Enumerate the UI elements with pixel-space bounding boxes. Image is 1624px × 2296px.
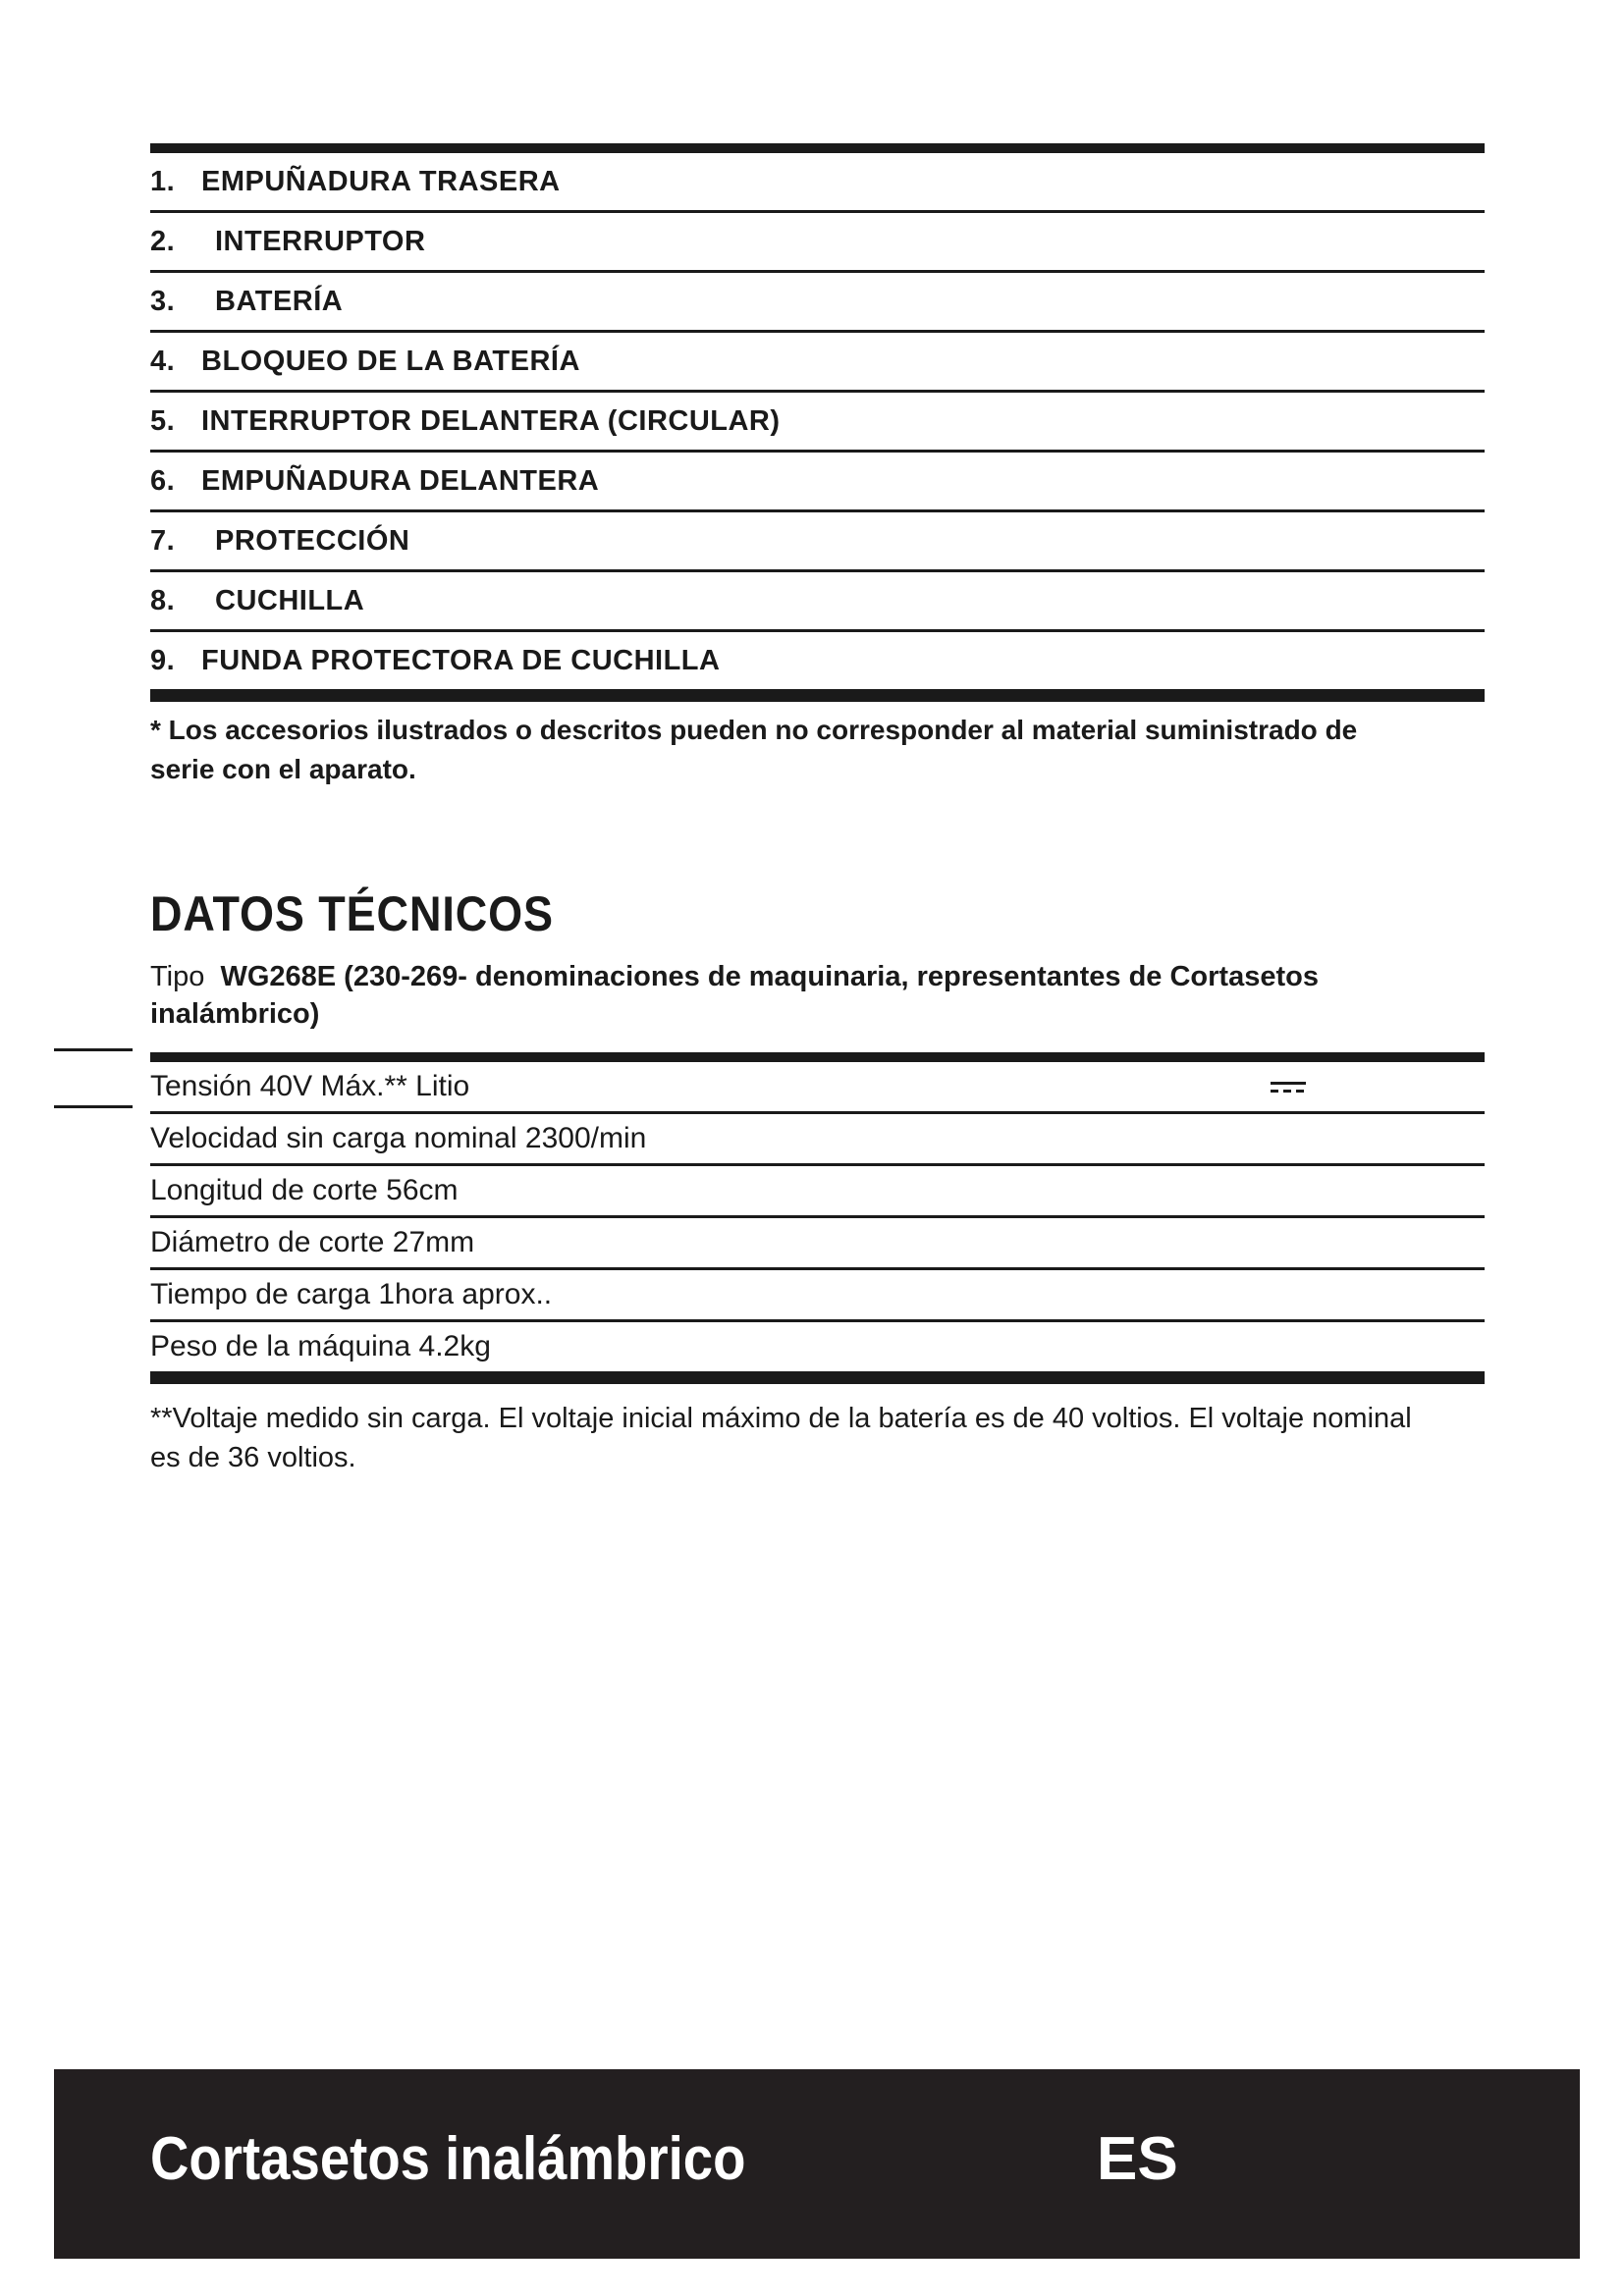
spec-row <box>150 1218 1485 1270</box>
direct-current-icon <box>1271 1082 1306 1093</box>
part-label: PROTECCIÓN <box>215 524 410 557</box>
part-label: BATERÍA <box>215 285 344 317</box>
type-label: Tipo <box>150 961 205 992</box>
top-rule <box>150 143 1485 153</box>
section-title: DATOS TÉCNICOS <box>150 886 554 941</box>
voltage-footnote: **Voltaje medido sin carga. El voltaje inicial máximo de la batería es de 40 voltios. El voltaje nominal es de 36 voltios. <box>150 1403 1412 1473</box>
part-item <box>150 393 1485 453</box>
parts-list <box>150 143 1485 702</box>
part-item <box>150 572 1485 632</box>
spec-row <box>150 1114 1485 1166</box>
part-label: EMPUÑADURA DELANTERA <box>201 464 600 497</box>
spec-text: Tensión 40V Máx.** Litio <box>150 1070 470 1102</box>
spec-row <box>150 1270 1485 1322</box>
part-item <box>150 333 1485 393</box>
part-number: 7. <box>150 524 176 557</box>
footer-band <box>54 2069 1580 2259</box>
part-number: 8. <box>150 584 176 616</box>
spec-text: Velocidad sin carga nominal 2300/min <box>150 1122 647 1154</box>
part-label: CUCHILLA <box>215 584 365 616</box>
part-number: 9. <box>150 644 176 676</box>
spec-text: Longitud de corte 56cm <box>150 1174 459 1206</box>
spec-row <box>150 1166 1485 1218</box>
bottom-rule <box>150 1374 1485 1384</box>
margin-mark <box>54 1105 133 1108</box>
part-item <box>150 632 1485 692</box>
part-number: 5. <box>150 404 176 437</box>
part-label: INTERRUPTOR DELANTERA (CIRCULAR) <box>201 404 781 437</box>
type-line <box>150 958 1427 1033</box>
part-number: 1. <box>150 165 176 197</box>
part-item <box>150 273 1485 333</box>
part-label: EMPUÑADURA TRASERA <box>201 165 561 197</box>
part-label: BLOQUEO DE LA BATERÍA <box>201 345 580 377</box>
part-item <box>150 453 1485 512</box>
part-number: 6. <box>150 464 176 497</box>
spec-text: Diámetro de corte 27mm <box>150 1226 475 1258</box>
type-value: WG268E (230-269- denominaciones de maquinaria, representantes de Cortasetos inalámbrico) <box>150 961 1319 1030</box>
part-label: INTERRUPTOR <box>215 225 426 257</box>
part-item <box>150 153 1485 213</box>
part-item <box>150 512 1485 572</box>
bottom-rule <box>150 692 1485 702</box>
part-number: 2. <box>150 225 176 257</box>
footer-title: Cortasetos inalámbrico <box>150 2125 746 2193</box>
accessory-note: * Los accesorios ilustrados o descritos pueden no corresponder al material suministrado de serie con el aparato. <box>150 715 1358 784</box>
part-item <box>150 213 1485 273</box>
spec-row <box>150 1062 1485 1114</box>
spec-text: Tiempo de carga 1hora aprox.. <box>150 1278 553 1310</box>
part-number: 3. <box>150 285 176 317</box>
spec-row <box>150 1322 1485 1374</box>
specs-table <box>150 1052 1485 1384</box>
spec-text: Peso de la máquina 4.2kg <box>150 1330 491 1362</box>
top-rule <box>150 1052 1485 1062</box>
language-code: ES <box>1097 2125 1178 2193</box>
margin-mark <box>54 1048 133 1051</box>
part-number: 4. <box>150 345 176 377</box>
part-label: FUNDA PROTECTORA DE CUCHILLA <box>201 644 721 676</box>
